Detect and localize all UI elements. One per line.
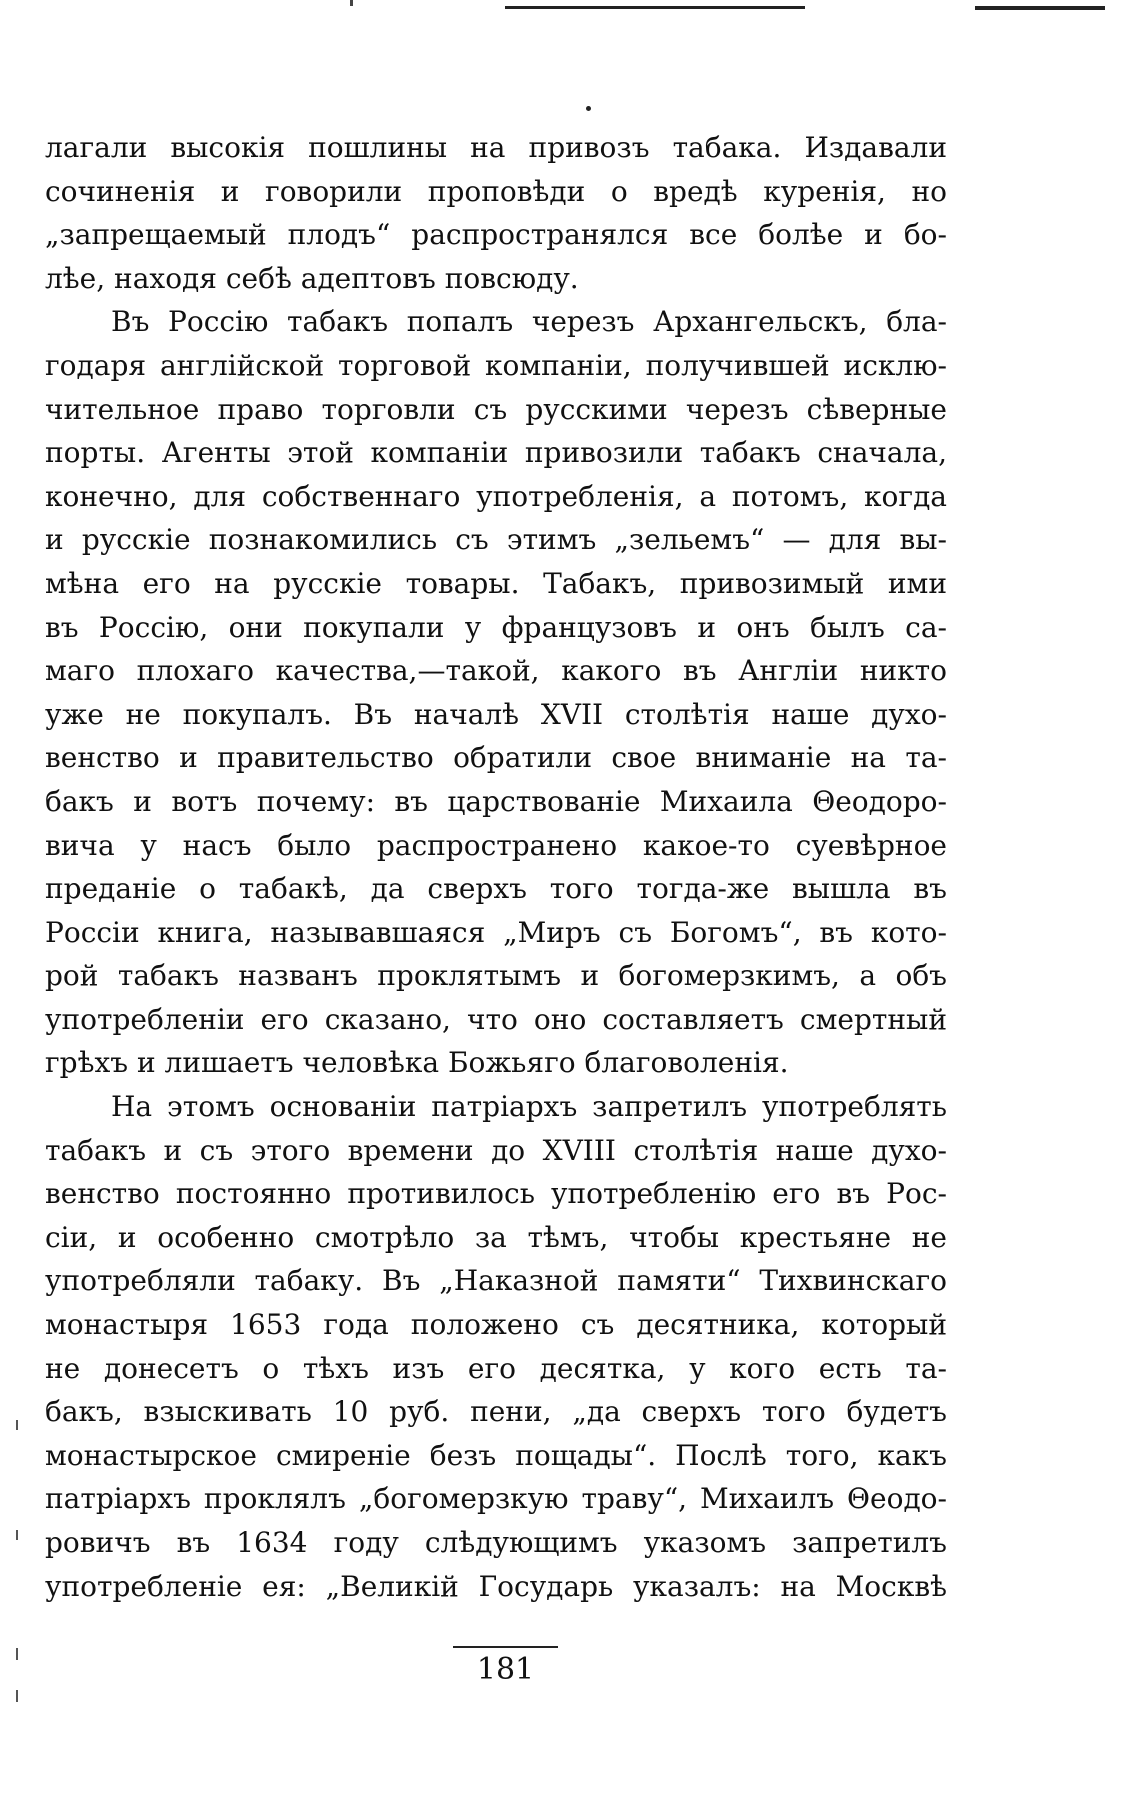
scan-artifact — [16, 1420, 18, 1430]
text-line: На этомъ основаніи патріархъ запретилъ употреблять — [111, 1090, 947, 1124]
text-line: въ Россію, они покупали у французовъ и онъ былъ са- — [45, 610, 947, 644]
text-line: порты. Агенты этой компаніи привозили табакъ сначала, — [45, 436, 947, 470]
text-line: не донесетъ о тѣхъ изъ его десятка, у кого есть та- — [45, 1351, 947, 1385]
scan-artifact — [350, 0, 353, 6]
text-line: венство постоянно противилось употребленію его въ Рос- — [45, 1177, 947, 1211]
scan-artifact — [16, 1648, 18, 1660]
text-line: сіи, и особенно смотрѣло за тѣмъ, чтобы крестьяне не — [45, 1220, 947, 1254]
text-line: лагали высокія пошлины на привозъ табака. Издавали — [45, 131, 947, 164]
text-line: Россіи книга, называвшаяся „Миръ съ Богомъ“, въ кото- — [45, 915, 947, 949]
text-line: сочиненія и говорили проповѣди о вредѣ куренія, но — [45, 174, 947, 208]
body-text — [45, 126, 947, 1608]
text-line: бакъ и вотъ почему: въ царствованіе Михаила Θеодоро- — [45, 784, 947, 818]
text-line: преданіе о табакѣ, да сверхъ того тогда-же вышла въ — [45, 872, 947, 906]
text-line: вича у насъ было распространено какое-то суевѣрное — [45, 828, 947, 862]
scan-artifact — [586, 106, 591, 111]
top-rule — [505, 6, 805, 9]
text-line: монастырское смиреніе безъ пощады“. Послѣ того, какъ — [45, 1438, 947, 1472]
text-line: лѣе, находя себѣ адептовъ повсюду. — [45, 261, 579, 295]
top-rule — [975, 6, 1105, 10]
text-line: годаря англійской торговой компаніи, получившей исклю- — [45, 348, 947, 382]
text-line: ровичъ въ 1634 году слѣдующимъ указомъ запретилъ — [45, 1526, 947, 1559]
text-line: чительное право торговли съ русскими черезъ сѣверные — [45, 392, 947, 426]
text-line: употребленіи его сказано, что оно составляетъ смертный — [45, 1002, 947, 1036]
text-line: рой табакъ названъ проклятымъ и богомерзкимъ, а объ — [45, 959, 947, 993]
text-line: маго плохаго качества,—такой, какого въ Англіи никто — [45, 654, 947, 688]
text-line: „запрещаемый плодъ“ распространялся все болѣе и бо- — [45, 218, 947, 252]
text-line: венство и правительство обратили свое вниманіе на та- — [45, 741, 947, 775]
scan-artifact — [16, 1530, 18, 1540]
text-line: конечно, для собственнаго употребленія, а потомъ, когда — [45, 479, 947, 513]
text-line: употребленіе ея: „Великій Государь указалъ: на Москвѣ — [45, 1569, 947, 1603]
footer-rule — [453, 1646, 558, 1648]
text-line: бакъ, взыскивать 10 руб. пени, „да сверхъ того будетъ — [45, 1395, 947, 1429]
text-line: табакъ и съ этого времени до XVIII столѣтія наше духо- — [45, 1133, 947, 1167]
text-line: монастыря 1653 года положено съ десятника, который — [45, 1308, 947, 1342]
scan-artifact — [16, 1690, 18, 1702]
text-line: Въ Россію табакъ попалъ черезъ Архангельскъ, бла- — [111, 305, 947, 339]
text-line: и русскіе познакомились съ этимъ „зельемъ“ — для вы- — [45, 523, 947, 557]
text-line: мѣна его на русскіе товары. Табакъ, привозимый ими — [45, 566, 947, 600]
text-line: уже не покупалъ. Въ началѣ XVII столѣтія наше духо- — [45, 697, 947, 731]
text-line: патріархъ проклялъ „богомерзкую траву“, Михаилъ Θеодо- — [45, 1482, 947, 1516]
text-line: грѣхъ и лишаетъ человѣка Божьяго благоволенія. — [45, 1046, 789, 1080]
text-line: употребляли табаку. Въ „Наказной памяти“ Тихвинскаго — [45, 1264, 947, 1298]
page-number: 181 — [476, 1652, 535, 1687]
